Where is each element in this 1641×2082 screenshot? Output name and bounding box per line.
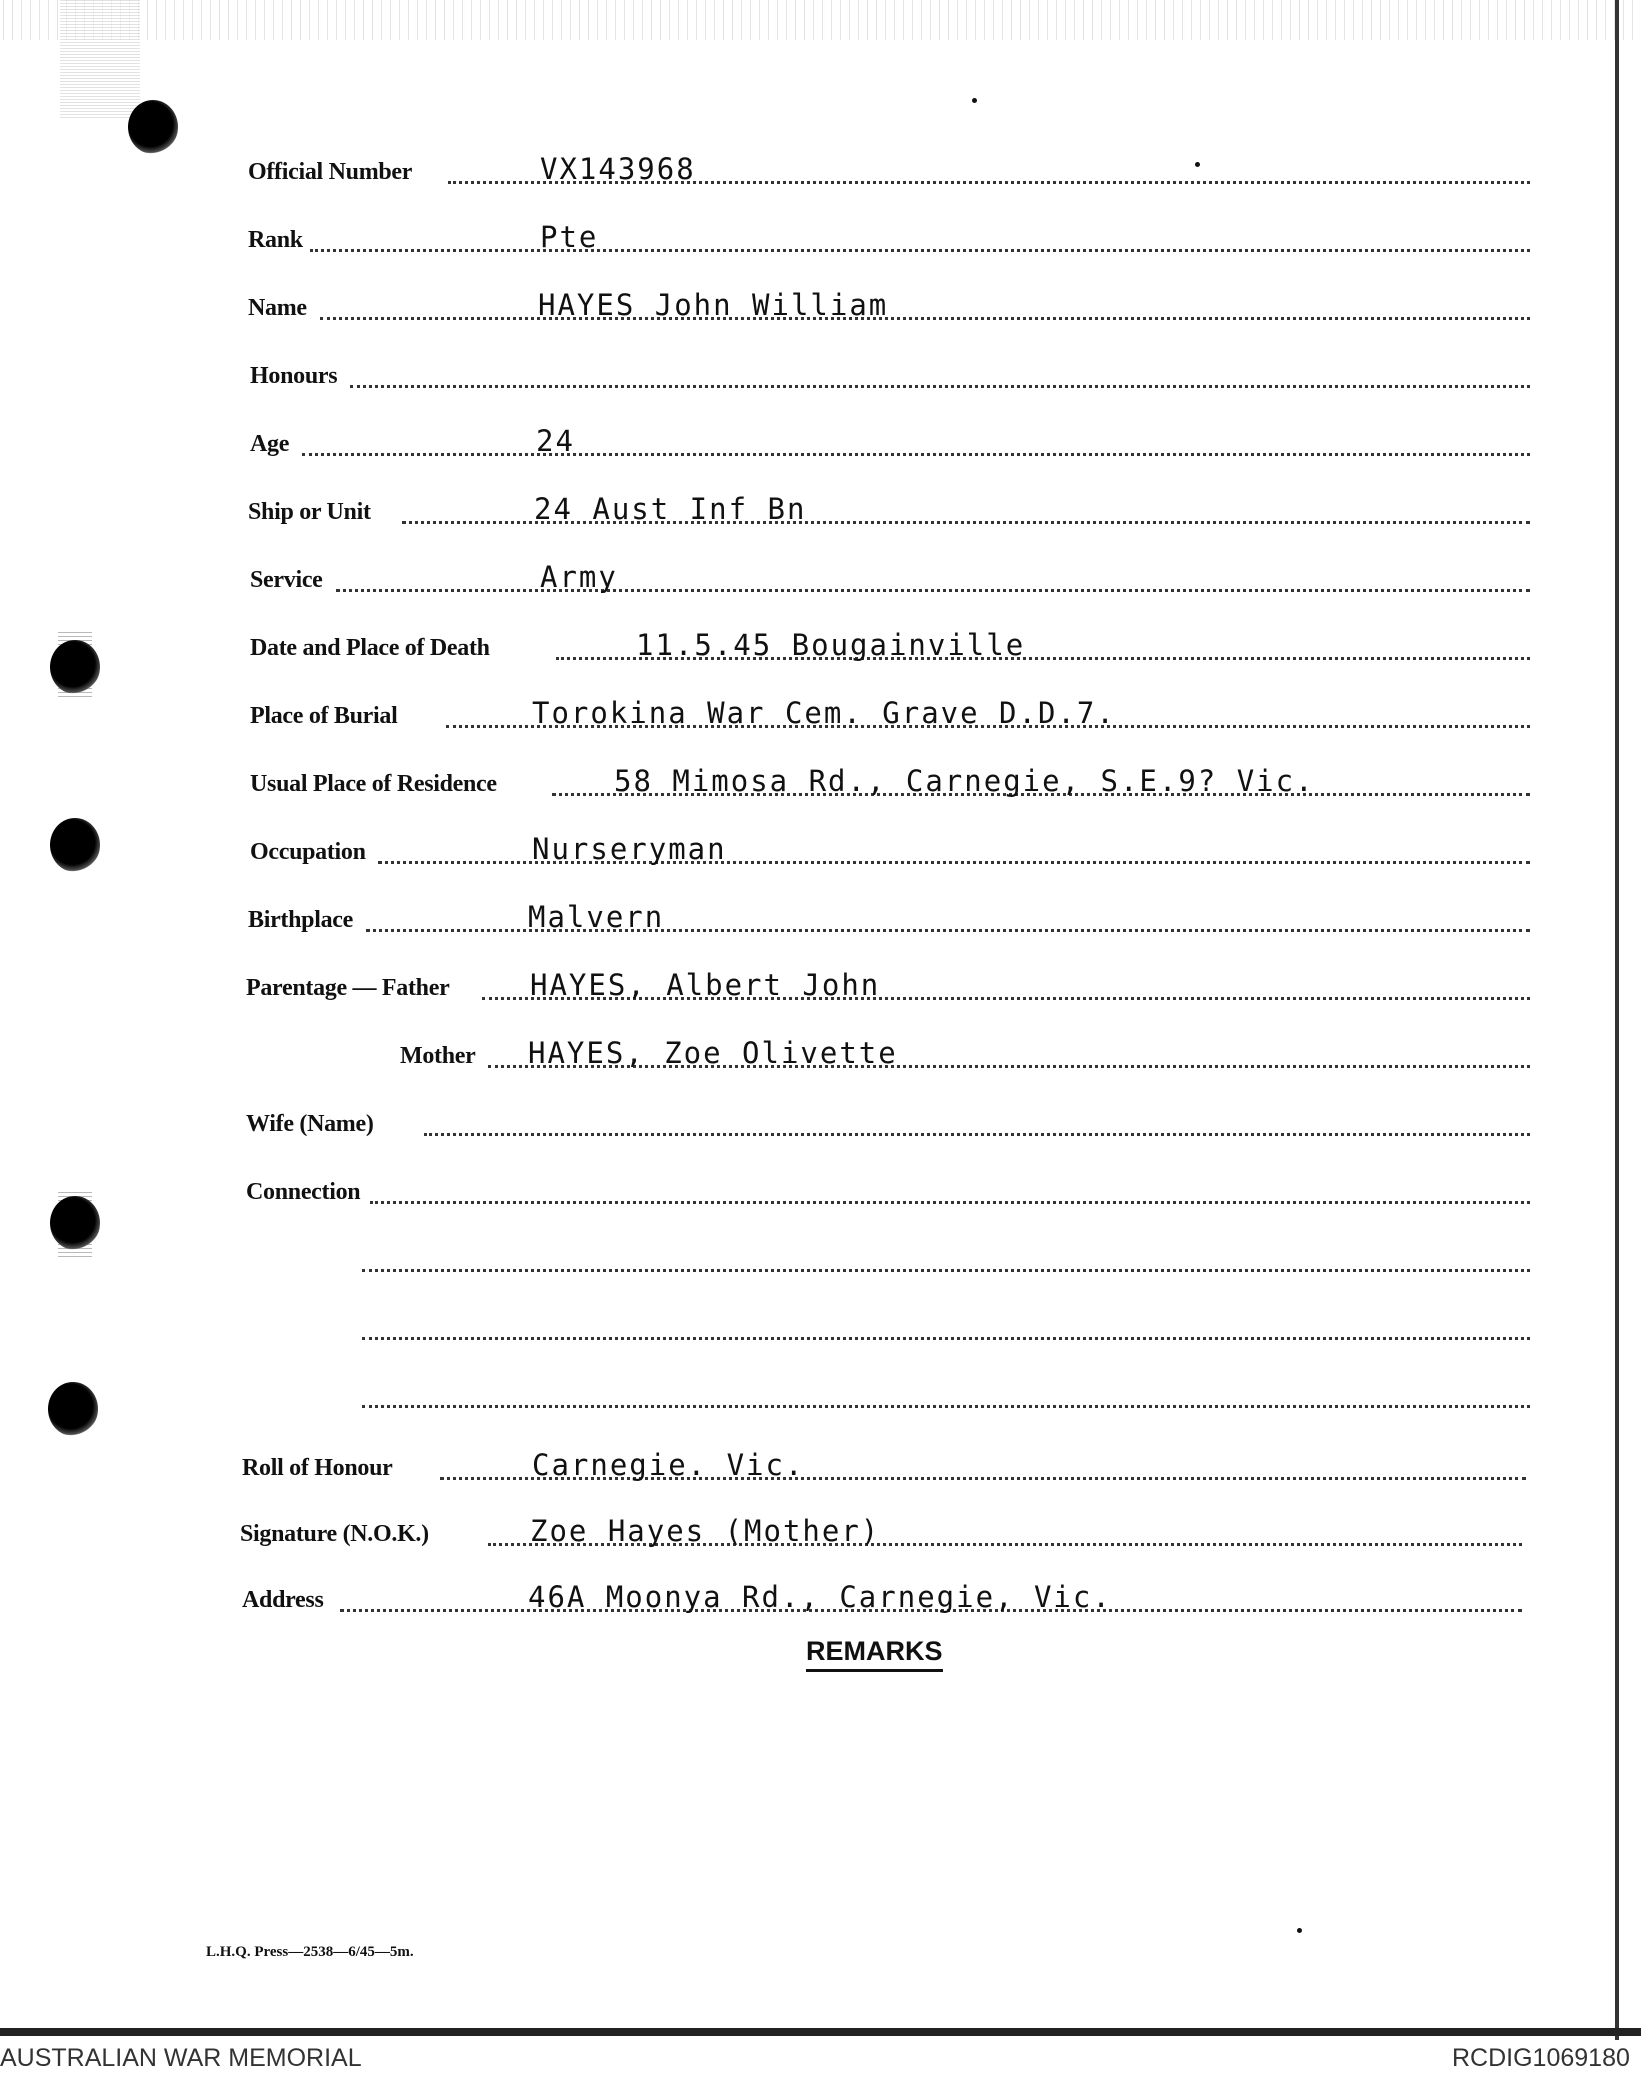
row-ship-or-unit xyxy=(0,492,1641,532)
row-rank xyxy=(0,220,1641,260)
name-value: HAYES John William xyxy=(538,288,889,322)
dotted-leader xyxy=(362,1269,1530,1272)
remarks-heading: REMARKS xyxy=(806,1636,943,1672)
dotted-leader xyxy=(320,317,1530,320)
field-label: Occupation xyxy=(250,839,366,865)
row-occupation xyxy=(0,832,1641,872)
row-father xyxy=(0,968,1641,1008)
address-value: 46A Moonya Rd., Carnegie, Vic. xyxy=(528,1580,1112,1614)
father-value: HAYES, Albert John xyxy=(530,968,881,1002)
field-label: Honours xyxy=(250,363,338,389)
field-label: Connection xyxy=(246,1179,361,1205)
punch-hole-1 xyxy=(128,100,178,154)
dotted-leader xyxy=(350,385,1530,388)
footer-record-id: RCDIG1069180 xyxy=(1452,2044,1630,2072)
scan-noise-left xyxy=(60,0,140,120)
age-value: 24 xyxy=(536,424,575,458)
mother-value: HAYES, Zoe Olivette xyxy=(528,1036,898,1070)
print-code: L.H.Q. Press—2538—6/45—5m. xyxy=(206,1944,414,1960)
scan-noise-top xyxy=(0,0,1641,40)
row-age xyxy=(0,424,1641,464)
official-number-value: VX143968 xyxy=(540,152,696,186)
dotted-leader xyxy=(424,1133,1530,1136)
rank-value: Pte xyxy=(540,220,599,254)
row-mother xyxy=(0,1036,1641,1076)
dotted-leader xyxy=(336,589,1530,592)
field-label: Address xyxy=(242,1587,324,1613)
row-place-of-burial xyxy=(0,696,1641,736)
footer-archive-name: AUSTRALIAN WAR MEMORIAL xyxy=(0,2044,362,2072)
occupation-value: Nurseryman xyxy=(532,832,727,866)
row-connection-extra-2 xyxy=(0,1308,1641,1348)
row-address xyxy=(0,1580,1641,1620)
date-place-death-value: 11.5.45 Bougainville xyxy=(636,628,1026,662)
row-service xyxy=(0,560,1641,600)
ink-speck xyxy=(972,98,977,103)
row-connection-extra-1 xyxy=(0,1240,1641,1280)
field-label: Place of Burial xyxy=(250,703,398,729)
place-of-burial-value: Torokina War Cem. Grave D.D.7. xyxy=(532,696,1116,730)
row-official-number xyxy=(0,152,1641,192)
dotted-leader xyxy=(370,1201,1530,1204)
row-name xyxy=(0,288,1641,328)
row-birthplace xyxy=(0,900,1641,940)
field-label: Parentage — Father xyxy=(246,975,450,1001)
field-label: Ship or Unit xyxy=(248,499,371,525)
field-label: Age xyxy=(250,431,290,457)
row-usual-residence xyxy=(0,764,1641,804)
field-label: Name xyxy=(248,295,307,321)
birthplace-value: Malvern xyxy=(528,900,665,934)
row-connection-extra-3 xyxy=(0,1376,1641,1416)
field-label: Birthplace xyxy=(248,907,353,933)
field-label: Signature (N.O.K.) xyxy=(240,1521,429,1547)
service-value: Army xyxy=(540,560,618,594)
field-label: Service xyxy=(250,567,323,593)
row-date-place-death xyxy=(0,628,1641,668)
dotted-leader xyxy=(310,249,1530,252)
dotted-leader xyxy=(362,1337,1530,1340)
row-wife xyxy=(0,1104,1641,1144)
page-bottom-edge xyxy=(0,2028,1641,2036)
roll-of-honour-value: Carnegie. Vic. xyxy=(532,1448,805,1482)
field-label: Mother xyxy=(400,1043,476,1069)
field-label: Date and Place of Death xyxy=(250,635,490,661)
ship-or-unit-value: 24 Aust Inf Bn xyxy=(534,492,807,526)
dotted-leader xyxy=(302,453,1530,456)
row-honours xyxy=(0,356,1641,396)
field-label: Roll of Honour xyxy=(242,1455,393,1481)
row-signature xyxy=(0,1514,1641,1554)
field-label: Official Number xyxy=(248,159,413,185)
row-roll-of-honour xyxy=(0,1448,1641,1488)
field-label: Wife (Name) xyxy=(246,1111,374,1137)
row-connection xyxy=(0,1172,1641,1212)
field-label: Usual Place of Residence xyxy=(250,771,497,797)
usual-residence-value: 58 Mimosa Rd., Carnegie, S.E.9? Vic. xyxy=(614,764,1315,798)
signature-value: Zoe Hayes (Mother) xyxy=(530,1514,881,1548)
ink-speck xyxy=(1297,1928,1302,1933)
field-label: Rank xyxy=(248,227,303,253)
dotted-leader xyxy=(362,1405,1530,1408)
